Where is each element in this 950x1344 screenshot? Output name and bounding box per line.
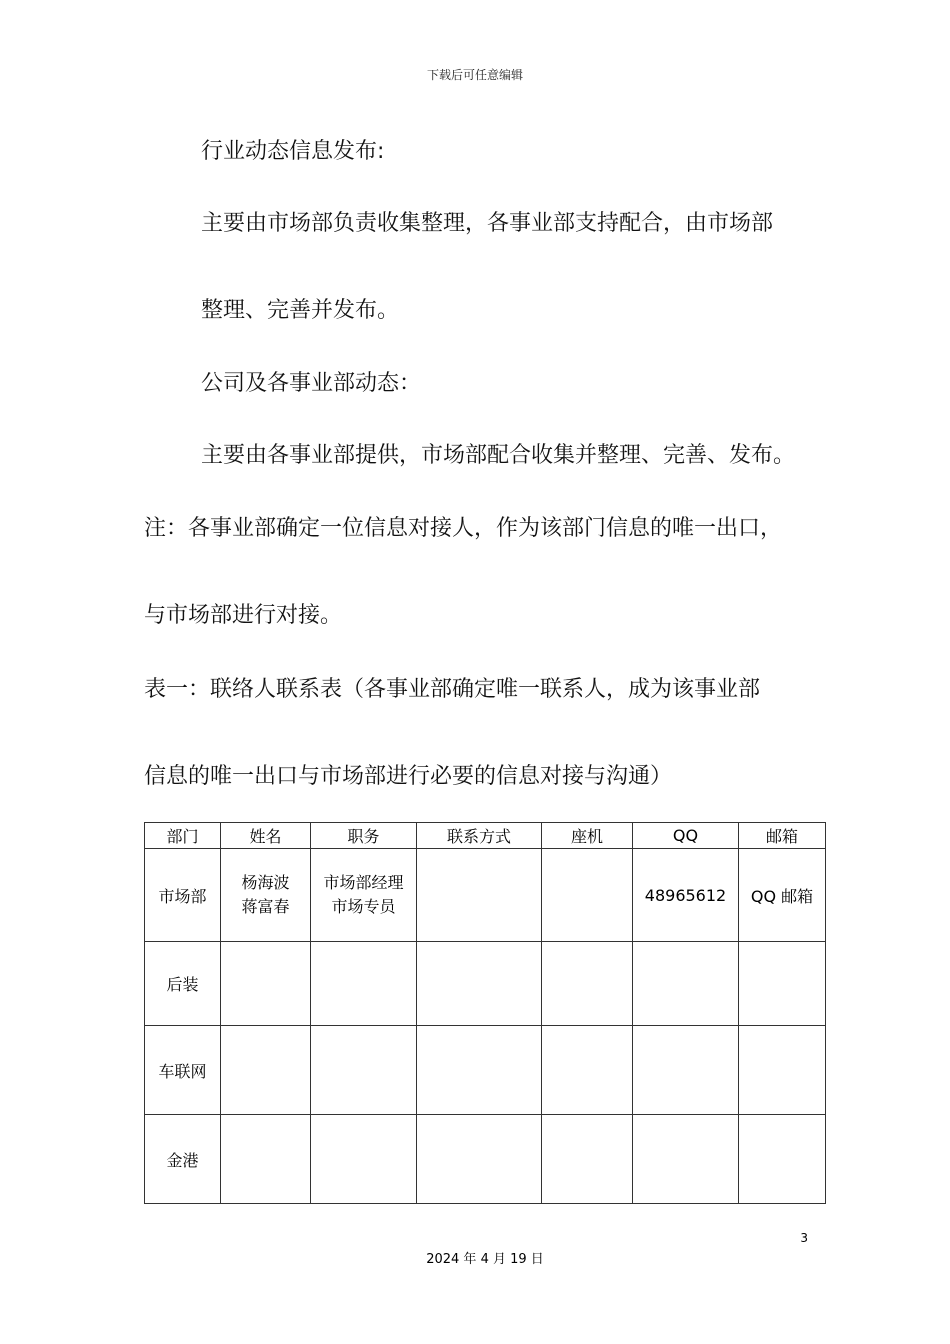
paragraph-industry-line2: 整理、完善并发布。 bbox=[201, 298, 400, 323]
cell-names bbox=[221, 942, 311, 1026]
cell-contact bbox=[417, 1115, 542, 1204]
header-dept: 部门 bbox=[145, 823, 221, 849]
cell-contact bbox=[417, 1026, 542, 1115]
cell-qq bbox=[633, 1026, 739, 1115]
page-number: 3 bbox=[800, 1231, 808, 1245]
cell-dept: 市场部 bbox=[145, 849, 221, 942]
section-heading-company: 公司及各事业部动态： bbox=[201, 371, 422, 396]
cell-dept: 金港 bbox=[145, 1115, 221, 1204]
cell-dept: 后装 bbox=[145, 942, 221, 1026]
cell-landline bbox=[542, 942, 633, 1026]
paragraph-industry-line1: 主要由市场部负责收集整理，各事业部支持配合，由市场部 bbox=[201, 211, 774, 236]
table-caption-line1: 表一：联络人联系表（各事业部确定唯一联系人，成为该事业部 bbox=[144, 677, 761, 702]
table-row bbox=[145, 942, 826, 1026]
contact-table bbox=[144, 822, 826, 1204]
cell-title-line: 市场部经理 bbox=[323, 873, 404, 892]
cell-title-line: 市场专员 bbox=[331, 897, 396, 916]
paragraph-company: 主要由各事业部提供，市场部配合收集并整理、完善、发布。 bbox=[201, 443, 796, 468]
note-line1: 注：各事业部确定一位信息对接人，作为该部门信息的唯一出口， bbox=[144, 516, 783, 541]
cell-contact bbox=[417, 942, 542, 1026]
footer-date: 2024 年 4 月 19 日 bbox=[426, 1252, 544, 1267]
header-note: 下载后可任意编辑 bbox=[426, 68, 523, 82]
header-email: 邮箱 bbox=[739, 823, 826, 849]
cell-titles bbox=[311, 849, 417, 942]
header-qq: QQ bbox=[633, 823, 739, 849]
cell-email: QQ 邮箱 bbox=[739, 849, 826, 942]
cell-name-line: 蒋富春 bbox=[241, 897, 290, 916]
header-title: 职务 bbox=[311, 823, 417, 849]
cell-email bbox=[739, 942, 826, 1026]
cell-email bbox=[739, 1115, 826, 1204]
cell-name-line: 杨海波 bbox=[241, 873, 290, 892]
table-row bbox=[145, 1026, 826, 1115]
header-name: 姓名 bbox=[221, 823, 311, 849]
cell-titles bbox=[311, 942, 417, 1026]
cell-dept: 车联网 bbox=[145, 1026, 221, 1115]
cell-qq bbox=[633, 942, 739, 1026]
table-header-row bbox=[145, 823, 826, 849]
note-line2: 与市场部进行对接。 bbox=[144, 603, 343, 628]
cell-names bbox=[221, 1115, 311, 1204]
section-heading-industry: 行业动态信息发布: bbox=[201, 139, 385, 164]
cell-landline bbox=[542, 849, 633, 942]
cell-names bbox=[221, 849, 311, 942]
cell-contact bbox=[417, 849, 542, 942]
cell-titles bbox=[311, 1115, 417, 1204]
cell-names bbox=[221, 1026, 311, 1115]
cell-email bbox=[739, 1026, 826, 1115]
cell-qq bbox=[633, 1115, 739, 1204]
cell-landline bbox=[542, 1026, 633, 1115]
cell-landline bbox=[542, 1115, 633, 1204]
table-caption-line2: 信息的唯一出口与市场部进行必要的信息对接与沟通） bbox=[144, 764, 673, 789]
table-row bbox=[145, 849, 826, 942]
cell-qq: 48965612 bbox=[633, 849, 739, 942]
table-row bbox=[145, 1115, 826, 1204]
header-landline: 座机 bbox=[542, 823, 633, 849]
header-contact: 联系方式 bbox=[417, 823, 542, 849]
cell-titles bbox=[311, 1026, 417, 1115]
